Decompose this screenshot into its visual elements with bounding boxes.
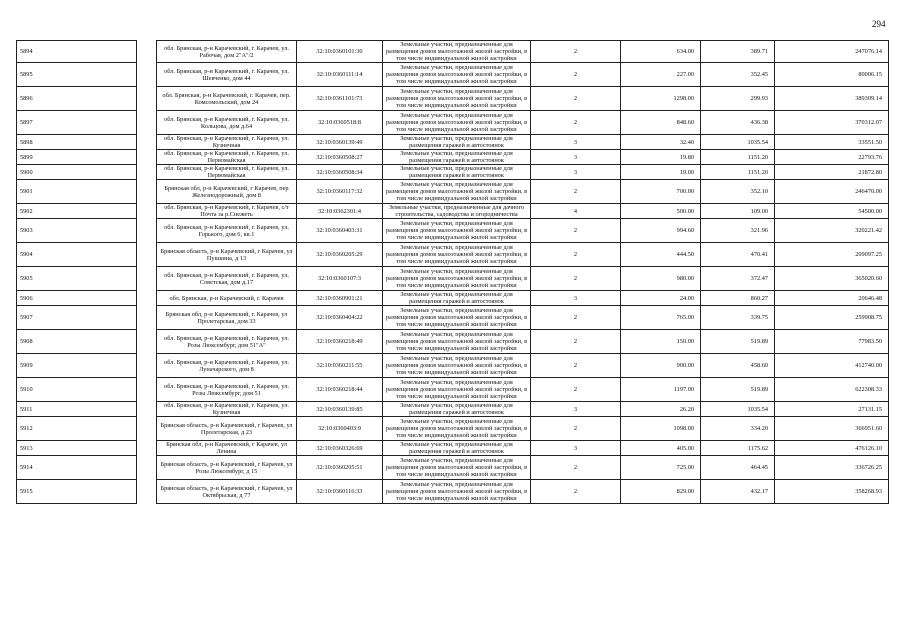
cadastral-value-cell: 20646.48 — [775, 291, 889, 306]
address-cell: обл. Брянская, р-н Карачевский, г. Карачев, ул. Советская, дом д.17 — [157, 267, 297, 291]
area-cell: 32.40 — [621, 135, 701, 150]
cadastral-number-cell: 32:10:0360117:32 — [297, 180, 383, 204]
cadastral-number-cell: 32:10:0360111:14 — [297, 63, 383, 87]
specific-value-cell: 321.96 — [701, 219, 775, 243]
area-cell: 700.00 — [621, 180, 701, 204]
group-cell: 2 — [531, 219, 621, 243]
cadastral-value-cell: 22793.76 — [775, 150, 889, 165]
address-cell: Брянская обл, р-н Карачевский, г Карачев, пер Железнодорожный, дом 8 — [157, 180, 297, 204]
cadastral-value-cell: 476126.10 — [775, 441, 889, 456]
cadastral-value-cell: 77983.50 — [775, 330, 889, 354]
row-number-cell: 5900 — [17, 165, 137, 180]
area-cell: 227.00 — [621, 63, 701, 87]
land-use-purpose-cell: Земельные участки, предназначенные для размещения гаражей и автостоянок — [383, 150, 531, 165]
address-cell: обл. Брянская, р-н Карачевский, г. Карачев, ул. Кольцова, дом д.64 — [157, 111, 297, 135]
row-number-cell: 5898 — [17, 135, 137, 150]
table-row — [17, 150, 889, 165]
address-cell: обл. Брянская, р-н Карачевский, г. Карачев, ул. Рабочая, дом 2"А"/2 — [157, 41, 297, 63]
cadastral-number-cell: 32:10:0360139:49 — [297, 135, 383, 150]
group-cell: 3 — [531, 441, 621, 456]
cadastral-value-cell: 365020.60 — [775, 267, 889, 291]
land-use-purpose-cell: Земельные участки, предназначенные для размещения гаражей и автостоянок — [383, 165, 531, 180]
group-cell: 3 — [531, 402, 621, 417]
area-cell: 24.00 — [621, 291, 701, 306]
table-row — [17, 267, 889, 291]
cadastral-value-cell: 622308.33 — [775, 378, 889, 402]
cadastral-number-cell: 32:10:0360205:51 — [297, 456, 383, 480]
row-number-cell: 5903 — [17, 219, 137, 243]
area-cell: 634.00 — [621, 41, 701, 63]
row-number-cell: 5894 — [17, 41, 137, 63]
land-use-purpose-cell: Земельные участки, предназначенные для размещения гаражей и автостоянок — [383, 441, 531, 456]
cadastral-number-cell: 32:10:0360101:30 — [297, 41, 383, 63]
gap-cell — [137, 135, 157, 150]
address-cell: обл. Брянская, р-н Карачевский, г. Карачев, ул. Шевченко, дом 44 — [157, 63, 297, 87]
cadastral-number-cell: 32:10:0360205:29 — [297, 243, 383, 267]
cadastral-number-cell: 32:10:0360508:27 — [297, 150, 383, 165]
row-number-cell: 5899 — [17, 150, 137, 165]
row-number-cell: 5907 — [17, 306, 137, 330]
gap-cell — [137, 417, 157, 441]
group-cell: 2 — [531, 306, 621, 330]
cadastral-number-cell: 32:10:0360403:31 — [297, 219, 383, 243]
land-use-purpose-cell: Земельные участки, предназначенные для размещения гаражей и автостоянок — [383, 402, 531, 417]
specific-value-cell: 470.41 — [701, 243, 775, 267]
area-cell: 848.60 — [621, 111, 701, 135]
gap-cell — [137, 63, 157, 87]
specific-value-cell: 339.75 — [701, 306, 775, 330]
gap-cell — [137, 330, 157, 354]
gap-cell — [137, 87, 157, 111]
group-cell: 2 — [531, 41, 621, 63]
group-cell: 2 — [531, 63, 621, 87]
cadastral-value-cell: 412740.00 — [775, 354, 889, 378]
cadastral-number-cell: 32:10:0360326:69 — [297, 441, 383, 456]
cadastral-number-cell: 32:10:0362301:4 — [297, 204, 383, 219]
cadastral-value-cell: 370312.07 — [775, 111, 889, 135]
table-row — [17, 87, 889, 111]
group-cell: 2 — [531, 480, 621, 504]
row-number-cell: 5911 — [17, 402, 137, 417]
gap-cell — [137, 354, 157, 378]
cadastral-number-cell: 32:10:0361101:73 — [297, 87, 383, 111]
address-cell: Брянская область, р-н Карачевский, г Карачев, ул Розы Люксембург, д 15 — [157, 456, 297, 480]
cadastral-value-cell: 320221.42 — [775, 219, 889, 243]
cadastral-value-cell: 259908.75 — [775, 306, 889, 330]
group-cell: 3 — [531, 165, 621, 180]
specific-value-cell: 1175.62 — [701, 441, 775, 456]
gap-cell — [137, 243, 157, 267]
area-cell: 980.00 — [621, 267, 701, 291]
land-use-purpose-cell: Земельные участки, предназначенные для размещения домов малоэтажной жилой застройки, в том числе индивидуальной жилой застройки — [383, 243, 531, 267]
cadastral-value-cell: 21872.80 — [775, 165, 889, 180]
row-number-cell: 5906 — [17, 291, 137, 306]
address-cell: обл. Брянская, р-н Карачевский, г. Карачев, ул. Луначарского, дом 8 — [157, 354, 297, 378]
address-cell: Брянская обл, р-н Карачевский, г. Карачев, ул Пролетарская, дом 33 — [157, 306, 297, 330]
address-cell: Брянская область, р-н Карачевский, г Карачев, ул Пролетарская, д 23 — [157, 417, 297, 441]
specific-value-cell: 109.00 — [701, 204, 775, 219]
specific-value-cell: 860.27 — [701, 291, 775, 306]
cadastral-value-cell: 27131.15 — [775, 402, 889, 417]
group-cell: 2 — [531, 180, 621, 204]
gap-cell — [137, 111, 157, 135]
land-use-purpose-cell: Земельные участки, предназначенные для размещения домов малоэтажной жилой застройки, в том числе индивидуальной жилой застройки — [383, 480, 531, 504]
area-cell: 444.50 — [621, 243, 701, 267]
cadastral-number-cell: 32:10:0360116:33 — [297, 480, 383, 504]
table-row — [17, 219, 889, 243]
gap-cell — [137, 165, 157, 180]
cadastral-value-cell: 54500.00 — [775, 204, 889, 219]
cadastral-number-cell: 32:10:0360107:3 — [297, 267, 383, 291]
group-cell: 2 — [531, 330, 621, 354]
table-row — [17, 378, 889, 402]
area-cell: 500.00 — [621, 204, 701, 219]
cadastral-number-cell: 32:10:0360211:55 — [297, 354, 383, 378]
gap-cell — [137, 402, 157, 417]
cadastral-number-cell: 32:10:0360901:21 — [297, 291, 383, 306]
cadastral-number-cell: 32:10:0360508:34 — [297, 165, 383, 180]
specific-value-cell: 372.47 — [701, 267, 775, 291]
row-number-cell: 5909 — [17, 354, 137, 378]
specific-value-cell: 1151.20 — [701, 165, 775, 180]
area-cell: 1197.00 — [621, 378, 701, 402]
group-cell: 3 — [531, 291, 621, 306]
specific-value-cell: 432.17 — [701, 480, 775, 504]
cadastral-number-cell: 32:10:0360218:44 — [297, 378, 383, 402]
cadastral-value-cell: 358268.93 — [775, 480, 889, 504]
address-cell: Брянская область, р-н Карачевский, г Карачев, ул Пушкина, д 13 — [157, 243, 297, 267]
area-cell: 150.00 — [621, 330, 701, 354]
row-number-cell: 5902 — [17, 204, 137, 219]
specific-value-cell: 519.89 — [701, 330, 775, 354]
table-row — [17, 63, 889, 87]
cadastral-number-cell: 32:10:0360139:85 — [297, 402, 383, 417]
group-cell: 2 — [531, 354, 621, 378]
address-cell: обл. Брянская, р-н Карачевский, г. Карачев — [157, 291, 297, 306]
gap-cell — [137, 204, 157, 219]
cadastral-number-cell: 32:10:0360218:49 — [297, 330, 383, 354]
address-cell: обл. Брянская, р-н Карачевский, г. Карачев, ул. Розы Люксембург, дом 51"А" — [157, 330, 297, 354]
address-cell: обл. Брянская, р-н Карачевский, г. Карачев, ул. Горького, дом 6, кв.1 — [157, 219, 297, 243]
row-number-cell: 5904 — [17, 243, 137, 267]
gap-cell — [137, 378, 157, 402]
land-use-purpose-cell: Земельные участки, предназначенные для размещения домов малоэтажной жилой застройки, в том числе индивидуальной жилой застройки — [383, 378, 531, 402]
row-number-cell: 5895 — [17, 63, 137, 87]
table-row — [17, 243, 889, 267]
row-number-cell: 5896 — [17, 87, 137, 111]
address-cell: обл. Брянская, р-н Карачевский, г. Карачев, ул. Розы Люксембург, дом 51 — [157, 378, 297, 402]
land-use-purpose-cell: Земельные участки, предназначенные для размещения домов малоэтажной жилой застройки, в том числе индивидуальной жилой застройки — [383, 111, 531, 135]
land-use-purpose-cell: Земельные участки, предназначенные для размещения домов малоэтажной жилой застройки, в том числе индивидуальной жилой застройки — [383, 306, 531, 330]
address-cell: обл. Брянская, р-н Карачевский, г. Карачев, ул. Первомайская — [157, 165, 297, 180]
row-number-cell: 5908 — [17, 330, 137, 354]
gap-cell — [137, 306, 157, 330]
group-cell: 2 — [531, 243, 621, 267]
gap-cell — [137, 291, 157, 306]
group-cell: 2 — [531, 417, 621, 441]
group-cell: 2 — [531, 267, 621, 291]
gap-cell — [137, 180, 157, 204]
table-row — [17, 441, 889, 456]
cadastral-value-cell: 246470.00 — [775, 180, 889, 204]
cadastral-number-cell: 32:10:0360403:9 — [297, 417, 383, 441]
table-row — [17, 41, 889, 63]
area-cell: 1298.00 — [621, 87, 701, 111]
table-row — [17, 306, 889, 330]
land-use-purpose-cell: Земельные участки, предназначенные для размещения домов малоэтажной жилой застройки, в том числе индивидуальной жилой застройки — [383, 417, 531, 441]
cadastral-value-cell: 366951.60 — [775, 417, 889, 441]
group-cell: 2 — [531, 111, 621, 135]
table-row — [17, 291, 889, 306]
area-cell: 405.00 — [621, 441, 701, 456]
address-cell: обл. Брянская, р-н Карачевский, г. Карачев, ул. Кузнечная — [157, 135, 297, 150]
address-cell: обл. Брянская, р-н Карачевский, г. Карачев, пер. Комсомольский, дом 24 — [157, 87, 297, 111]
table-row — [17, 111, 889, 135]
gap-cell — [137, 456, 157, 480]
land-use-purpose-cell: Земельные участки, предназначенные для размещения домов малоэтажной жилой застройки, в том числе индивидуальной жилой застройки — [383, 41, 531, 63]
area-cell: 765.00 — [621, 306, 701, 330]
specific-value-cell: 389.71 — [701, 41, 775, 63]
land-use-purpose-cell: Земельные участки, предназначенные для размещения домов малоэтажной жилой застройки, в том числе индивидуальной жилой застройки — [383, 219, 531, 243]
gap-cell — [137, 219, 157, 243]
row-number-cell: 5897 — [17, 111, 137, 135]
gap-cell — [137, 267, 157, 291]
cadastral-value-cell: 80006.15 — [775, 63, 889, 87]
land-registry-table — [16, 40, 889, 504]
table-row — [17, 330, 889, 354]
table-row — [17, 402, 889, 417]
specific-value-cell: 299.93 — [701, 87, 775, 111]
table-row — [17, 456, 889, 480]
area-cell: 900.00 — [621, 354, 701, 378]
row-number-cell: 5910 — [17, 378, 137, 402]
table-row — [17, 480, 889, 504]
area-cell: 19.00 — [621, 165, 701, 180]
land-use-purpose-cell: Земельные участки, предназначенные для размещения гаражей и автостоянок — [383, 291, 531, 306]
row-number-cell: 5905 — [17, 267, 137, 291]
cadastral-value-cell: 389309.14 — [775, 87, 889, 111]
specific-value-cell: 1151.20 — [701, 150, 775, 165]
row-number-cell: 5913 — [17, 441, 137, 456]
gap-cell — [137, 441, 157, 456]
specific-value-cell: 1035.54 — [701, 402, 775, 417]
specific-value-cell: 352.45 — [701, 63, 775, 87]
specific-value-cell: 436.38 — [701, 111, 775, 135]
group-cell: 3 — [531, 150, 621, 165]
specific-value-cell: 334.20 — [701, 417, 775, 441]
row-number-cell: 5915 — [17, 480, 137, 504]
table-row — [17, 204, 889, 219]
specific-value-cell: 1035.54 — [701, 135, 775, 150]
land-use-purpose-cell: Земельные участки, предназначенные для размещения домов малоэтажной жилой застройки, в том числе индивидуальной жилой застройки — [383, 87, 531, 111]
table-row — [17, 180, 889, 204]
land-use-purpose-cell: Земельные участки, предназначенные для размещения домов малоэтажной жилой застройки, в том числе индивидуальной жилой застройки — [383, 63, 531, 87]
specific-value-cell: 519.89 — [701, 378, 775, 402]
area-cell: 994.60 — [621, 219, 701, 243]
land-use-purpose-cell: Земельные участки, предназначенные для размещения домов малоэтажной жилой застройки, в том числе индивидуальной жилой застройки — [383, 330, 531, 354]
row-number-cell: 5914 — [17, 456, 137, 480]
land-use-purpose-cell: Земельные участки, предназначенные для размещения домов малоэтажной жилой застройки, в том числе индивидуальной жилой застройки — [383, 180, 531, 204]
address-cell: Брянская область, р-н Карачевский, г Карачев, ул Октябрьская, д 77 — [157, 480, 297, 504]
area-cell: 725.00 — [621, 456, 701, 480]
gap-cell — [137, 150, 157, 165]
land-use-purpose-cell: Земельные участки, предназначенные для размещения домов малоэтажной жилой застройки, в том числе индивидуальной жилой застройки — [383, 354, 531, 378]
area-cell: 1098.00 — [621, 417, 701, 441]
area-cell: 19.80 — [621, 150, 701, 165]
row-number-cell: 5901 — [17, 180, 137, 204]
area-cell: 829.00 — [621, 480, 701, 504]
table-row — [17, 165, 889, 180]
area-cell: 26.20 — [621, 402, 701, 417]
specific-value-cell: 458.60 — [701, 354, 775, 378]
row-number-cell: 5912 — [17, 417, 137, 441]
group-cell: 2 — [531, 378, 621, 402]
address-cell: обл. Брянская, р-н Карачевский, г. Карачев, с/т Почта за р.Снежеть — [157, 204, 297, 219]
land-use-purpose-cell: Земельные участки, предназначенные для дачного строительства, садоводства и огородничества — [383, 204, 531, 219]
cadastral-value-cell: 336726.25 — [775, 456, 889, 480]
table-row — [17, 417, 889, 441]
group-cell: 2 — [531, 87, 621, 111]
page-number: 294 — [872, 19, 886, 29]
cadastral-value-cell: 33551.50 — [775, 135, 889, 150]
cadastral-number-cell: 32:10:0360404:22 — [297, 306, 383, 330]
specific-value-cell: 352.10 — [701, 180, 775, 204]
land-use-purpose-cell: Земельные участки, предназначенные для размещения гаражей и автостоянок — [383, 135, 531, 150]
group-cell: 2 — [531, 456, 621, 480]
address-cell: обл. Брянская, р-н Карачевский, г. Карачев, ул. Кузнечная — [157, 402, 297, 417]
gap-cell — [137, 480, 157, 504]
group-cell: 4 — [531, 204, 621, 219]
cadastral-number-cell: 32:10:0360518:8 — [297, 111, 383, 135]
gap-cell — [137, 41, 157, 63]
cadastral-value-cell: 209097.25 — [775, 243, 889, 267]
land-use-purpose-cell: Земельные участки, предназначенные для размещения домов малоэтажной жилой застройки, в том числе индивидуальной жилой застройки — [383, 456, 531, 480]
group-cell: 3 — [531, 135, 621, 150]
specific-value-cell: 464.45 — [701, 456, 775, 480]
table-row — [17, 135, 889, 150]
address-cell: Брянская обл, р-н Карачевский, г Карачев, ул Ленина — [157, 441, 297, 456]
table-row — [17, 354, 889, 378]
land-use-purpose-cell: Земельные участки, предназначенные для размещения домов малоэтажной жилой застройки, в том числе индивидуальной жилой застройки — [383, 267, 531, 291]
address-cell: обл. Брянская, р-н Карачевский, г. Карачев, ул. Первомайская — [157, 150, 297, 165]
cadastral-value-cell: 247076.14 — [775, 41, 889, 63]
